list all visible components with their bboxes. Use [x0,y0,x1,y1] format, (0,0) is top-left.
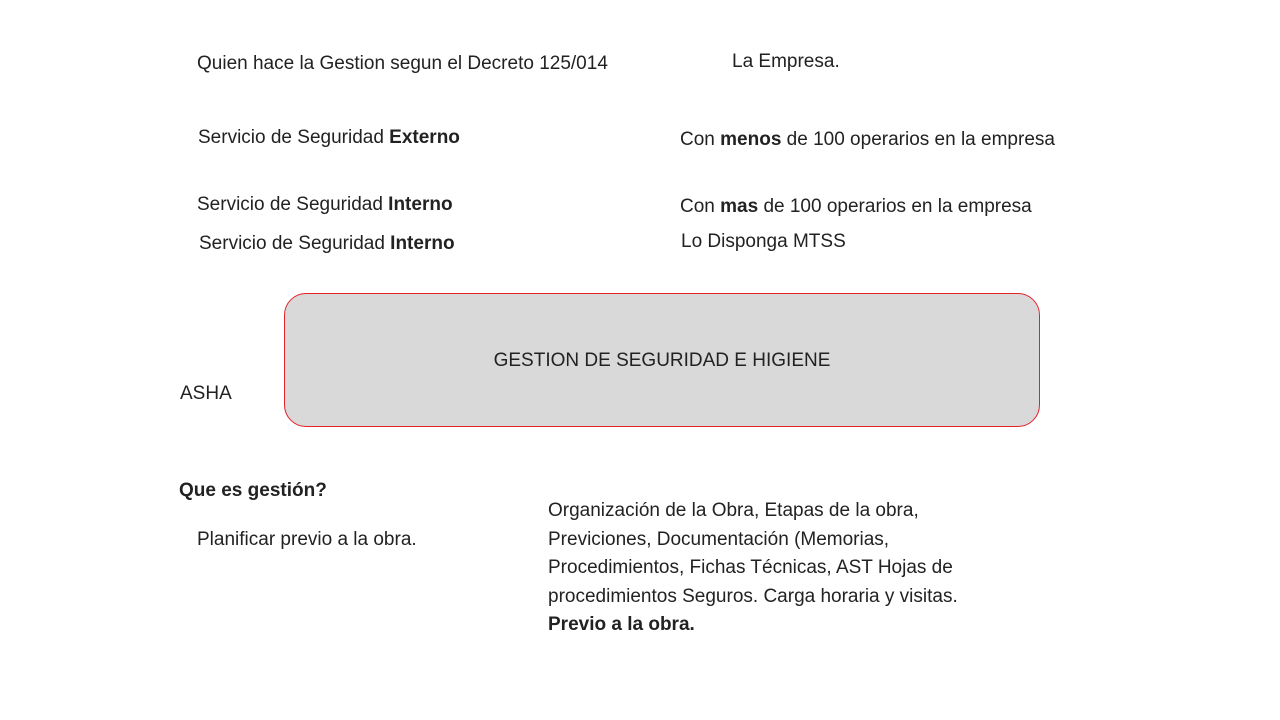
external-service-label [198,127,460,149]
less-than-bold: menos [720,129,782,150]
internal-service-label [197,194,453,216]
internal-service-bold-2: Interno [390,233,455,254]
less-than-post: de 100 operarios en la empresa [781,129,1055,150]
mtss-condition: Lo Disponga MTSS [681,231,846,252]
internal-service-bold: Interno [388,194,453,215]
description-line: Procedimientos, Fichas Técnicas, AST Hojas de [548,557,953,578]
management-description [548,497,1048,640]
more-than-100-condition [680,196,1032,218]
external-service-bold: Externo [389,127,460,148]
more-than-post: de 100 operarios en la empresa [758,196,1032,217]
description-bold-line: Previo a la obra. [548,614,695,635]
internal-service-text: Servicio de Seguridad [197,194,389,215]
more-than-pre: Con [680,196,721,217]
external-service-text: Servicio de Seguridad [198,127,390,148]
internal-service-text-2: Servicio de Seguridad [199,233,391,254]
answer-company: La Empresa. [732,51,840,72]
more-than-bold: mas [720,196,759,217]
management-shape-label: GESTION DE SEGURIDAD E HIGIENE [493,350,831,371]
question-who-manages: Quien hace la Gestion segun el Decreto 125/014 [197,53,608,74]
internal-service-label-2 [199,233,455,255]
what-is-management-question: Que es gestión? [179,480,327,501]
description-line: Organización de la Obra, Etapas de la obra, [548,500,919,521]
less-than-pre: Con [680,129,721,150]
less-than-100-condition [680,129,1055,151]
plan-before-work: Planificar previo a la obra. [197,529,417,550]
description-line: procedimientos Seguros. Carga horaria y visitas. [548,585,958,607]
management-shape [284,293,1040,427]
description-line: Previciones, Documentación (Memorias, [548,528,890,550]
asha-label: ASHA [180,383,232,404]
